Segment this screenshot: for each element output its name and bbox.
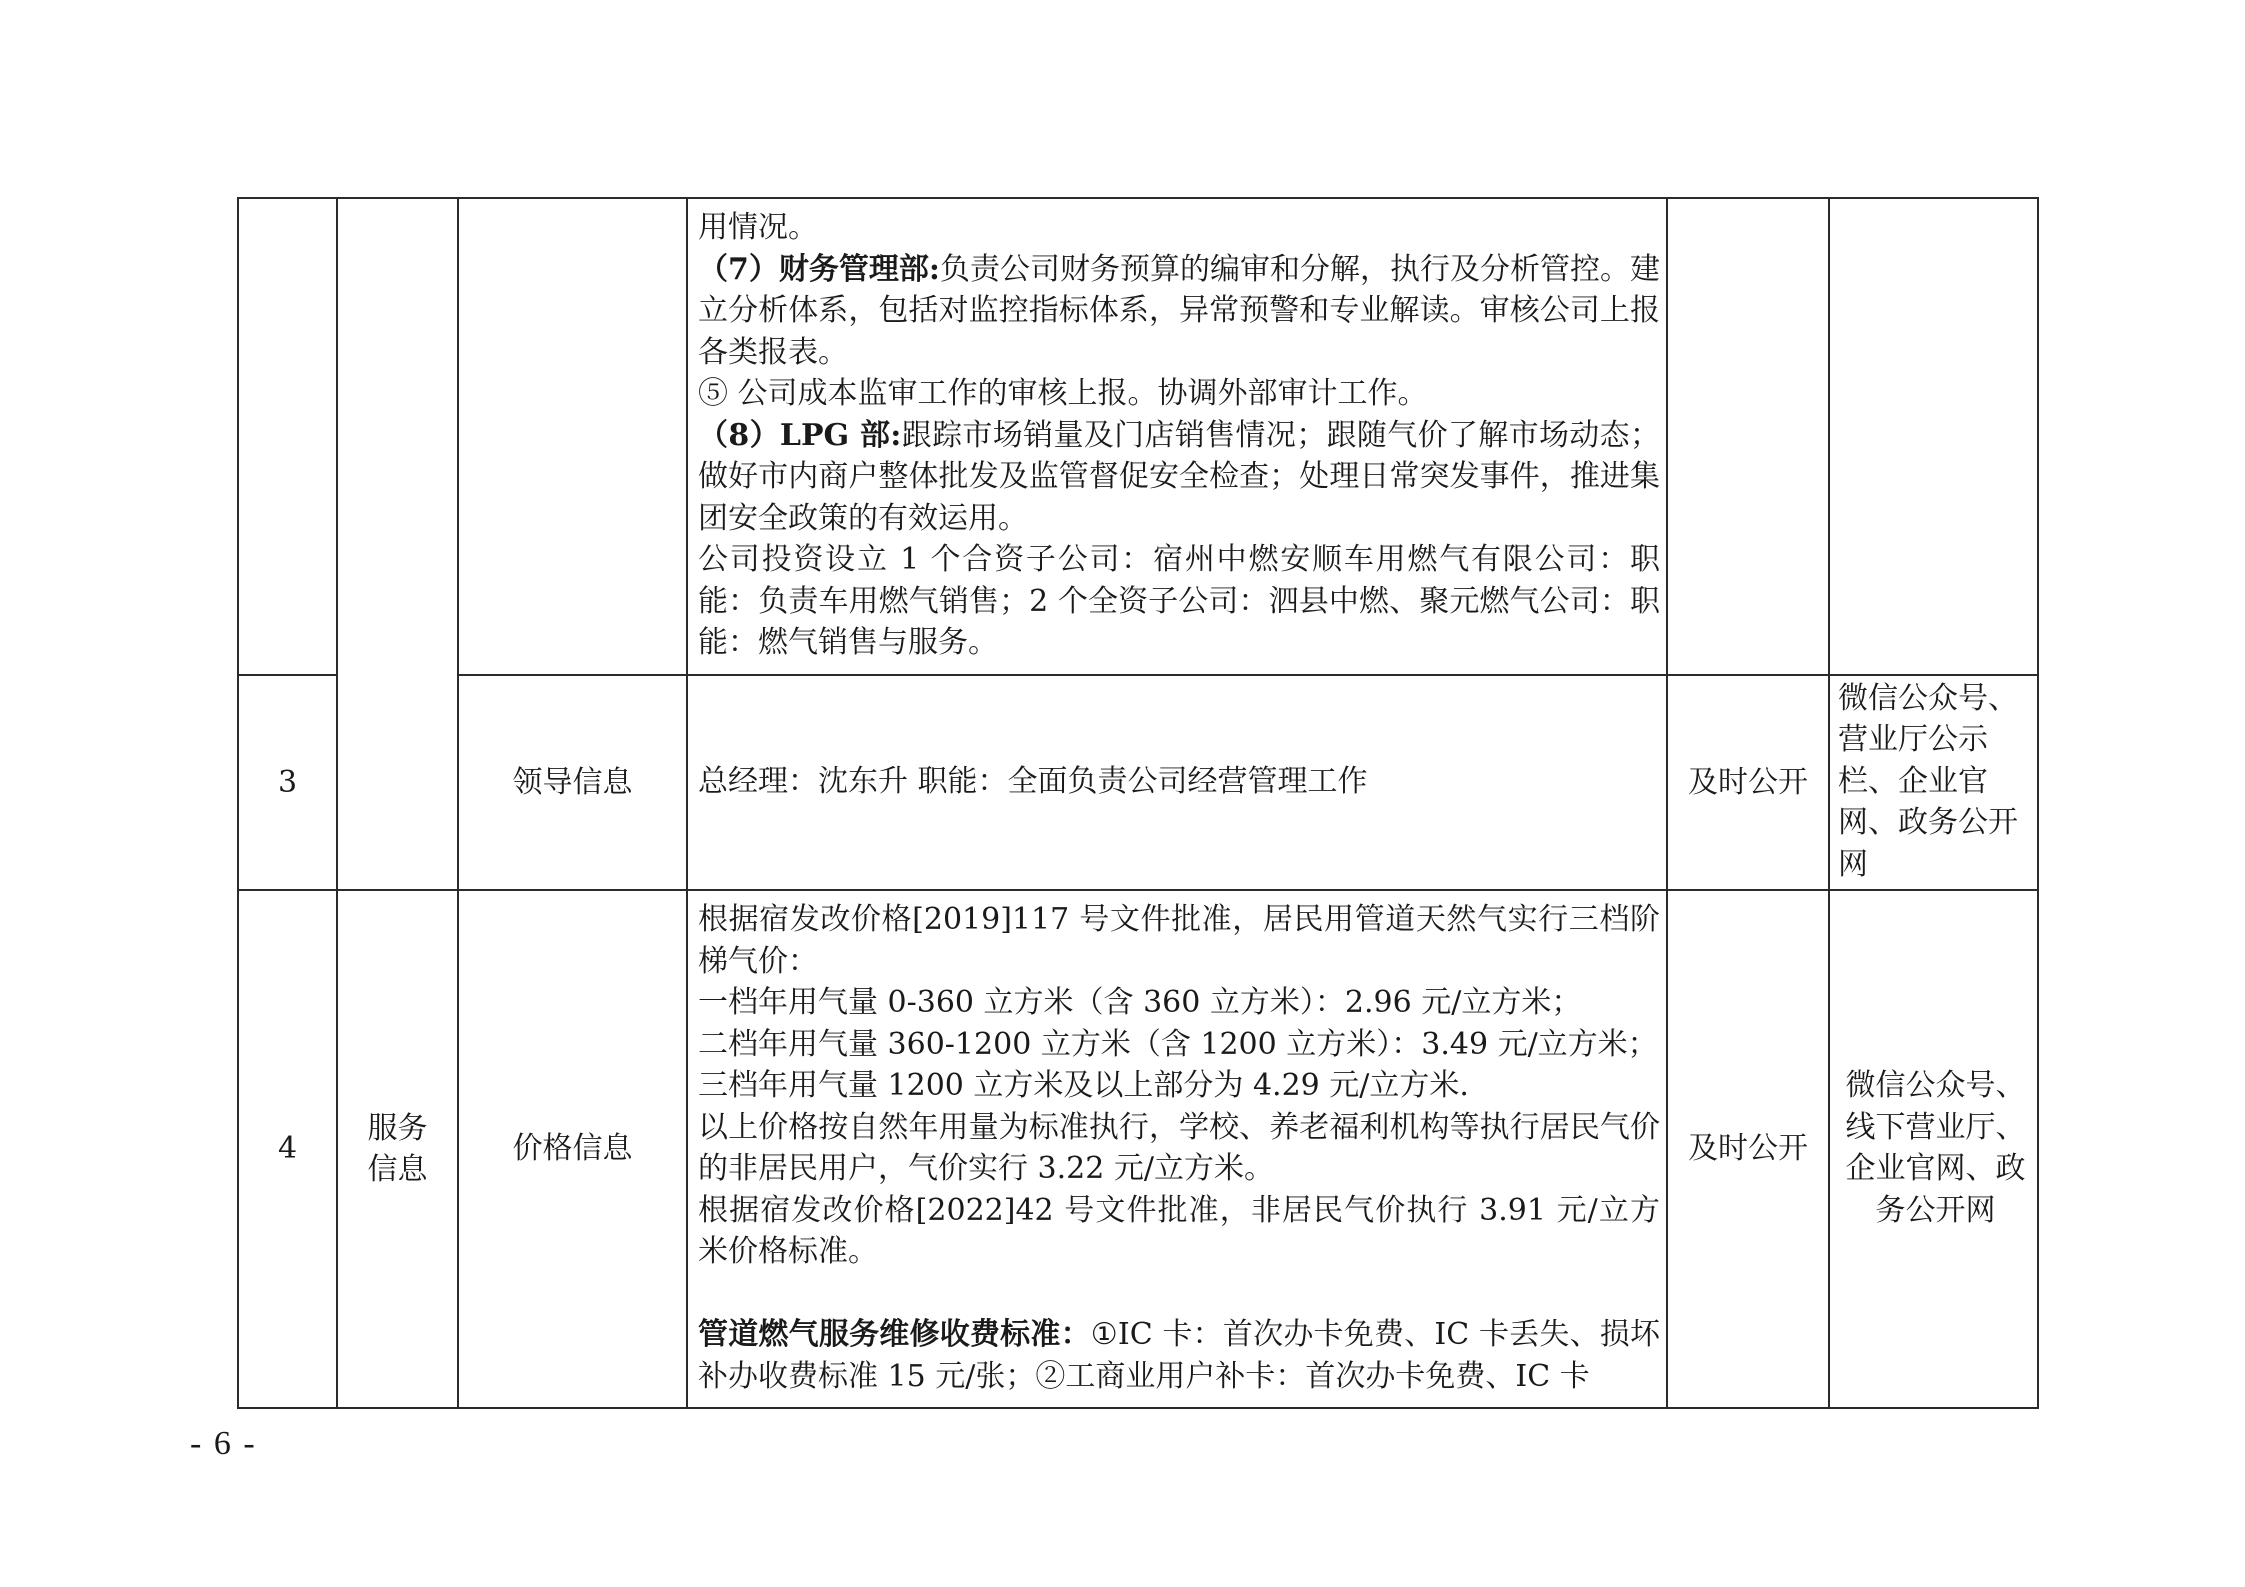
category-line: 信息 [367,1152,428,1187]
disclosure-channel: 微信公众号、线下营业厅、企业官网、政务公开网 [1829,890,2038,1408]
number-cell [238,198,337,675]
content-line: 用情况。 [698,210,818,245]
org-content-cell [687,198,1667,675]
blank-line [698,1273,1660,1315]
department-duties-more: 建立分析体系，包括对监控指标体系，异常预警和专业解读。审核公司上报各类报表。 [698,251,1661,370]
content-line: 根据宿发改价格[2022]42 号文件批准，非居民气价执行 3.91 元/立方米价格标准。 [698,1192,1660,1269]
row-number: 3 [238,675,337,891]
table-row-org [238,198,2038,675]
row-number: 4 [238,890,337,1408]
category-line: 服务 [367,1110,428,1146]
item-name: 领导信息 [458,675,687,891]
content-line: 以上价格按自然年用量为标准执行，学校、养老福利机构等执行居民气价的非居民用户，气价实行 3.22 元/立方米。 [698,1109,1660,1186]
content-paragraph [698,249,1660,374]
table-row-4 [238,890,2038,1408]
page-number: - 6 - [190,1425,257,1462]
content-line: 根据宿发改价格[2019]117 号文件批准，居民用管道天然气实行三档阶梯气价： [698,902,1660,979]
fee-details: ①IC 卡：首次办卡免费、IC 卡丢失、损坏补办收费标准 15 元/张；②工商业用户补卡：首次办卡免费、IC 卡 [698,1317,1661,1394]
department-duties: 跟踪市场销量及门店销售情况；跟随气价了解市场动态；做好市内商户整体批发及监管督促安全检查；处理日常突发事件，推进集团安全政策的有效运用。 [698,417,1660,536]
time-cell [1667,198,1829,675]
content-line: ⑤ 公司成本监审工作的审核上报。协调外部审计工作。 [698,376,1428,411]
department-heading: （7）财务管理部: [698,251,940,287]
fee-heading: 管道燃气服务维修收费标准： [698,1317,1091,1352]
channel-cell [1829,198,2038,675]
price-content-cell [687,890,1667,1408]
content-line: 公司投资设立 1 个合资子公司：宿州中燃安顺车用燃气有限公司：职能：负责车用燃气销售；2 个全资子公司：泗县中燃、聚元燃气公司：职能：燃气销售与服务。 [698,542,1660,660]
item-cell [458,198,687,675]
content-line: 一档年用气量 0-360 立方米（含 360 立方米）：2.96 元/立方米； [698,985,1582,1020]
department-heading: （8）LPG 部: [698,417,902,453]
disclosure-time: 及时公开 [1667,890,1829,1408]
content-line: 三档年用气量 1200 立方米及以上部分为 4.29 元/立方米. [698,1068,1469,1103]
table-row-3 [238,675,2038,891]
leader-content: 总经理：沈东升 职能：全面负责公司经营管理工作 [687,675,1667,891]
category-cell [337,198,458,890]
disclosure-time: 及时公开 [1667,675,1829,891]
disclosure-channel: 微信公众号、营业厅公示栏、企业官网、政务公开网 [1829,675,2038,891]
category-name [337,890,458,1408]
item-name: 价格信息 [458,890,687,1408]
content-paragraph [698,1314,1660,1397]
disclosure-table [237,197,2039,1409]
department-duties: 负责公司财务预算的编审和分解，执行及分析管控。 [939,251,1631,287]
content-line: 二档年用气量 360-1200 立方米（含 1200 立方米）：3.49 元/立方米； [698,1026,1658,1062]
content-paragraph [698,415,1660,540]
